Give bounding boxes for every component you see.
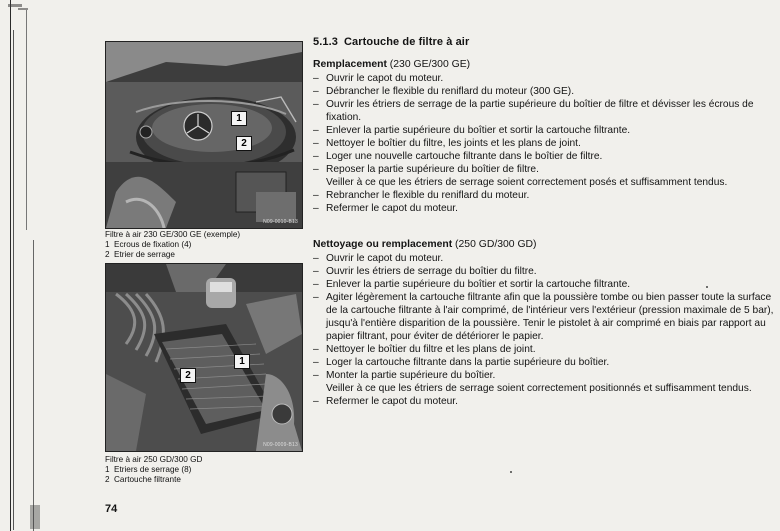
- step-text: Ouvrir les étriers de serrage du boîtier du filtre.: [326, 266, 537, 277]
- step-item: [313, 150, 775, 163]
- instructions-column: [313, 36, 775, 408]
- step-item: [313, 98, 775, 124]
- callout-1: 1: [234, 354, 250, 369]
- step-item: [313, 202, 775, 215]
- section-number: 5.1.3: [313, 36, 338, 48]
- caption-item: 2 Etrier de serrage: [105, 250, 175, 259]
- step-item: [313, 85, 775, 98]
- step-item: [313, 72, 775, 85]
- figure1-caption: [105, 230, 305, 260]
- book-binding-edge: [0, 0, 46, 531]
- dash-bullet: –: [313, 138, 319, 149]
- scan-speck: [706, 286, 708, 288]
- callout-2: 2: [180, 368, 196, 383]
- cleaning-heading: Nettoyage ou remplacement (250 GD/300 GD): [313, 239, 537, 250]
- step-text: Enlever la partie supérieure du boîtier et sortir la cartouche filtrante.: [326, 125, 631, 136]
- step-item: [313, 265, 775, 278]
- callout-1: 1: [231, 111, 247, 126]
- caption-item: 1 Ecrous de fixation (4): [105, 240, 192, 249]
- step-text: Enlever la partie supérieure du boîtier et sortir la cartouche filtrante.: [326, 279, 631, 290]
- figure2-caption: [105, 455, 305, 485]
- replacement-heading: Remplacement (230 GE/300 GE): [313, 59, 471, 70]
- caption-item: 2 Cartouche filtrante: [105, 475, 181, 484]
- dash-bullet: –: [313, 203, 319, 214]
- caption-item: 1 Etriers de serrage (8): [105, 465, 192, 474]
- dash-bullet: –: [313, 370, 319, 381]
- step-item: [313, 137, 775, 150]
- step-text: Loger la cartouche filtrante dans la partie supérieure du boîtier.: [326, 357, 610, 368]
- step-text: Refermer le capot du moteur.: [326, 203, 458, 214]
- photo-reference: N09-0009-B13: [263, 442, 298, 448]
- caption-title: Filtre à air 250 GD/300 GD: [105, 455, 203, 464]
- cleaning-steps-list: [313, 252, 775, 408]
- dash-bullet: –: [313, 73, 319, 84]
- step-text: Rebrancher le flexible du reniflard du moteur.: [326, 190, 530, 201]
- caption-title: Filtre à air 230 GE/300 GE (exemple): [105, 230, 241, 239]
- scan-speck: [510, 471, 512, 473]
- step-text: Débrancher le flexible du reniflard du moteur (300 GE).: [326, 86, 575, 97]
- dash-bullet: –: [313, 164, 319, 175]
- step-text: Monter la partie supérieure du boîtier.: [326, 370, 496, 381]
- step-text: Agiter légèrement la cartouche filtrante afin que la poussière tombe ou bien passer toute la surface de la cartouche filtrante à l'air comprimé, de l'intérieur vers l'extérieur (pression maximale de 5 bar), jusqu'à l'entière disparition de la poussière. Tenir le pistolet à air comprimé en biais par rapport au papier filtrant, pour éviter de détériorer le papier.: [326, 292, 774, 342]
- step-text: Loger une nouvelle cartouche filtrante dans le boîtier de filtre.: [326, 151, 603, 162]
- section-heading: [313, 36, 775, 48]
- section-title: Cartouche de filtre à air: [343, 36, 470, 48]
- air-filter-photo-230ge: [105, 41, 303, 229]
- dash-bullet: –: [313, 396, 319, 407]
- step-text: Ouvrir le capot du moteur.: [326, 73, 444, 84]
- step-text: Ouvrir les étriers de serrage de la partie supérieure du boîtier de filtre et dévisser les écrous de fixation.: [326, 99, 754, 123]
- step-text: Ouvrir le capot du moteur.: [326, 253, 444, 264]
- dash-bullet: –: [313, 86, 319, 97]
- step-item: [313, 343, 775, 356]
- step-text: Refermer le capot du moteur.: [326, 396, 458, 407]
- step-note: Veiller à ce que les étriers de serrage soient correctement posés et suffisamment tendus.: [326, 177, 728, 188]
- dash-bullet: –: [313, 253, 319, 264]
- step-item: [313, 124, 775, 137]
- step-item: [313, 163, 775, 189]
- photo-reference: N09-0010-B13: [263, 219, 298, 225]
- dash-bullet: –: [313, 344, 319, 355]
- page-number: 74: [105, 503, 118, 515]
- dash-bullet: –: [313, 125, 319, 136]
- dash-bullet: –: [313, 99, 319, 110]
- dash-bullet: –: [313, 190, 319, 201]
- callout-2: 2: [236, 136, 252, 151]
- dash-bullet: –: [313, 151, 319, 162]
- step-item: [313, 278, 775, 291]
- step-text: Reposer la partie supérieure du boîtier de filtre.: [326, 164, 539, 175]
- air-filter-photo-250gd: [105, 263, 303, 452]
- step-item: [313, 189, 775, 202]
- dash-bullet: –: [313, 357, 319, 368]
- dash-bullet: –: [313, 279, 319, 290]
- engine-bay-illustration: [106, 264, 302, 451]
- step-item: [313, 395, 775, 408]
- dash-bullet: –: [313, 266, 319, 277]
- dash-bullet: –: [313, 292, 319, 303]
- replacement-steps-list: [313, 72, 775, 215]
- step-note: Veiller à ce que les étriers de serrage soient correctement positionnés et suffisamment tendus.: [326, 383, 752, 394]
- step-text: Nettoyer le boîtier du filtre et les plans de joint.: [326, 344, 536, 355]
- step-item: [313, 252, 775, 265]
- step-item: [313, 356, 775, 369]
- step-text: Nettoyer le boîtier du filtre, les joints et les plans de joint.: [326, 138, 581, 149]
- step-item: [313, 291, 775, 343]
- step-item: [313, 369, 775, 395]
- engine-bay-illustration: [106, 42, 302, 228]
